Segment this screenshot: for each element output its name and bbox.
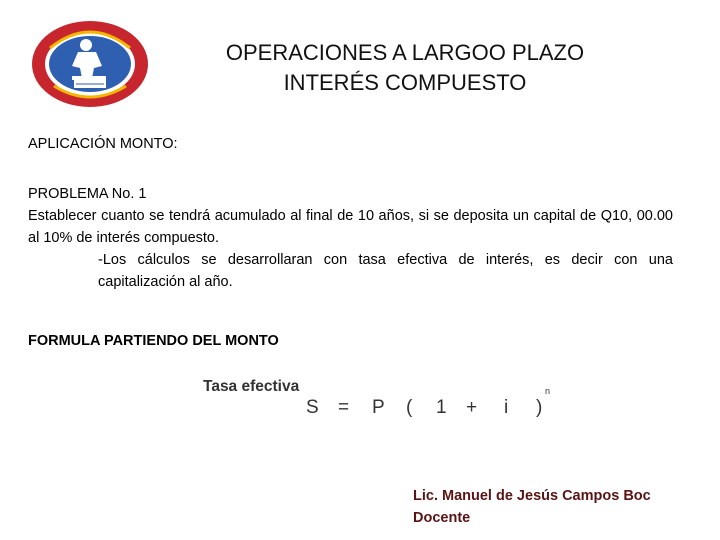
formula-symbol-equals: = [338, 397, 350, 418]
formula-exponent: n [545, 386, 551, 396]
formula-symbol-p: P [372, 397, 385, 418]
problem-text: Establecer cuanto se tendrá acumulado al final de 10 años, si se deposita un capital de Q10, 00.00 al 10% de interés compuesto. [28, 208, 673, 246]
university-logo [28, 18, 153, 110]
title-line-2: INTERÉS COMPUESTO [283, 70, 527, 95]
formula-symbol-plus: + [466, 397, 478, 418]
application-heading: APLICACIÓN MONTO: [28, 136, 178, 152]
signature-block [413, 485, 651, 529]
formula-symbol-s: S [306, 397, 319, 418]
formula [200, 378, 560, 428]
formula-symbol-close-paren: ) [536, 397, 543, 418]
formula-heading: FORMULA PARTIENDO DEL MONTO [28, 333, 279, 349]
title-line-1: OPERACIONES A LARGOO PLAZO [225, 40, 585, 65]
formula-symbol-one: 1 [436, 397, 447, 418]
signature-role: Docente [413, 510, 471, 526]
formula-symbol-open-paren: ( [406, 397, 413, 418]
formula-symbol-i: i [504, 397, 509, 418]
note-text: -Los cálculos se desarrollaran con tasa efectiva de interés, es decir con una capitalización al año. [98, 252, 673, 290]
formula-label: Tasa efectiva [203, 378, 300, 395]
problem-heading: PROBLEMA No. 1 [28, 186, 147, 202]
page-title [200, 38, 610, 98]
signature-name: Lic. Manuel de Jesús Campos Boc [413, 488, 651, 504]
problem-block [28, 183, 673, 293]
